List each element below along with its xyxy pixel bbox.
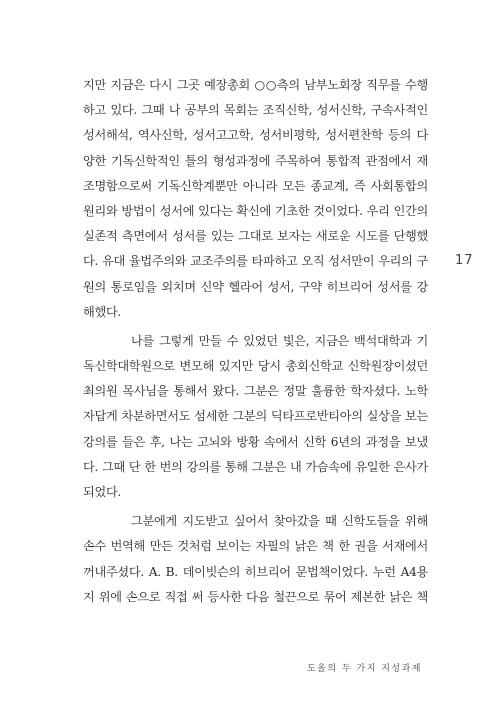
text-line: 꺼내주셨다. A. B. 데이빗슨의 히브리어 문법책이었다. 누런 A4용	[83, 564, 428, 579]
text-line: 성서해석, 역사신학, 성서고고학, 성서비평학, 성서편찬학 등의 다	[83, 128, 428, 143]
text-line: 최의원 목사님을 통해서 왔다. 그분은 정말 훌륭한 학자셨다. 노학	[83, 384, 428, 399]
text-line: 실존적 측면에서 성서를 있는 그대로 보자는 새로운 시도를 단행했	[83, 229, 428, 244]
text-line: 하고 있다. 그때 나 공부의 목회는 조직신학, 성서신학, 구속사적인	[83, 103, 428, 118]
text-line: 손수 번역해 만든 것처럼 보이는 자필의 낡은 책 한 권을 서재에서	[83, 539, 428, 554]
text-line: 그분에게 지도받고 싶어서 찾아갔을 때 신학도들을 위해	[131, 514, 428, 529]
text-line: 독신학대학원으로 변모해 있지만 당시 총회신학교 신학원장이셨던	[83, 359, 428, 374]
text-line: 다. 그때 단 한 번의 강의를 통해 그분은 내 가슴속에 유일한 은사가	[83, 459, 428, 474]
paragraph-3	[83, 509, 428, 610]
text-line: 원의 통로임을 외치며 신약 헬라어 성서, 구약 히브리어 성서를 강	[83, 279, 428, 294]
text-line: 지 위에 손으로 직접 써 등사한 다음 철끈으로 묶어 제본한 낡은 책	[83, 589, 428, 604]
text-line: 지만 지금은 다시 그곳 예장총회 ○○측의 남부노회장 직무를 수행	[83, 78, 428, 92]
text-line: 조명함으로써 기독신학계뿐만 아니라 모든 종교계, 즉 사회통합의	[83, 178, 428, 193]
text-line: 나를 그렇게 만들 수 있었던 빛은, 지금은 백석대학과 기	[131, 333, 428, 348]
running-footer: 도올의 두 가지 지성과제	[306, 664, 422, 674]
text-line: 원리와 방법이 성서에 있다는 확신에 기초한 것이었다. 우리 인간의	[83, 203, 428, 218]
text-line: 자답게 차분하면서도 섬세한 그분의 딕타프로반티아의 실상을 보는	[83, 409, 428, 424]
text-line: 해했다.	[83, 304, 121, 319]
text-line: 강의를 들은 후, 나는 고뇌와 방황 속에서 신학 6년의 과정을 보냈	[83, 434, 428, 449]
text-line: 다. 유대 율법주의와 교조주의를 타파하고 오직 성서만이 우리의 구	[83, 254, 428, 269]
paragraph-2	[83, 329, 428, 505]
body-text	[83, 73, 428, 610]
paragraph-1	[83, 73, 428, 325]
text-line: 되었다.	[83, 485, 121, 499]
text-line: 양한 기독신학적인 틀의 형성과정에 주목하여 통합적 관점에서 재	[83, 153, 428, 168]
page-number: 17	[455, 253, 474, 268]
